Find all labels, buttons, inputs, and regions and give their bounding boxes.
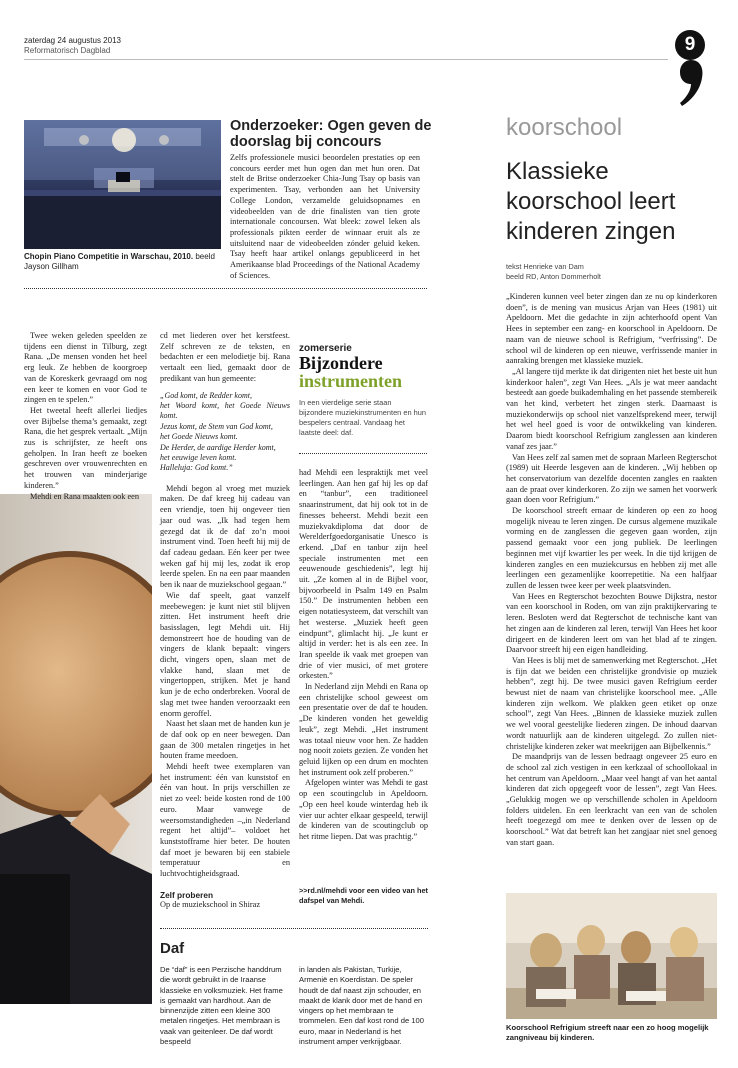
koorschool-kicker: koorschool <box>506 114 623 141</box>
page-number-badge: 9 <box>675 30 705 60</box>
header-rule <box>24 59 668 60</box>
song-line: De Herder, de aardige Herder komt, <box>160 442 276 452</box>
daf-divider <box>160 928 428 929</box>
concours-caption <box>24 252 224 272</box>
koorschool-paragraph: De koorschool streeft ernaar de kinderen op een zo hoog mogelijk niveau te leren zingen. De cursus algemene muzikale vorming en de zanglessen die gegeven gaan worden, zijn passend gemaakt voor een jong publiek. De leerlingen beginnen met vijf kwartier les per week. In die tijd krijgen de kinderen zangles en een muziekcursus en hebben zij met alle leerlingen een gezamenlijke koorrepetitie. Na een halfjaar zullen de lessen twee keer per week plaatsvinden. <box>506 506 717 590</box>
article-paragraph: Op de muziekschool in Shiraz <box>160 900 261 910</box>
song-line: het Goede Nieuws komt. <box>160 432 238 442</box>
article-subheading: Zelf proberen <box>160 889 214 900</box>
concours-body: Zelfs professionele musici beoordelen prestaties op een concours eerder met hun ogen dan met hun oren. Dat stelt de Britse onderzoeker Chia-Jung Tsay op basis van experimenten. Tsay, verbonden aan het University College London, verzamelde geluidsopnames en videobeelden van de drie finalisten van tien grote internationale concoursen. Wat bleek: zowel leken als professionals pikten eerder de winnaar eruit als ze uitsluitend naar de videobeelden zónder geluid keken. Tsay heeft haar artikel onlangs gepubliceerd in het Amerikaanse blad Proceedings of the National Academy of Sciences. <box>230 153 420 280</box>
song-line: het eeuwige leven komt. <box>160 452 237 462</box>
mehdi-portrait-photo <box>0 491 152 1004</box>
article-paragraph: In Nederland zijn Mehdi en Rana op een christelijke school geweest om een presentatie over de daf te houden. „De kinderen vonden het geweldig leuk”, zegt Mehdi. „Het instrument was totaal nieuw voor hen. Ze hadden nog nooit zoiets gezien. Ze vonden het geluid lijken op een drum en mochten het instrument ook zelf proberen.” <box>299 682 428 777</box>
serie-title-line2: instrumenten <box>299 371 402 391</box>
article-paragraph: Wie daf speelt, gaat vanzelf meebewegen: je kunt niet stil blijven zitten. Het instrument heeft drie basisslagen, legt Mehdi uit. Hij demonstreert hoe de houding van de vingers de klank bepaalt: vingers dicht, vingers open, slaan met de vlakke hand, slaan met de vingertoppen, strijken. Met je hand kun je de echo onderbreken. Vooral de slag met twee handen veroorzaakt een enorm geroffel. <box>160 590 290 718</box>
koorschool-article <box>506 292 717 849</box>
koorschool-paragraph: „Kinderen kunnen veel beter zingen dan ze nu op kinderkoren doen”, is de mening van musicus Arjan van Hees (1981) uit Apeldoorn. Met die gedachte in zijn achterhoofd opent Van Hees in september een zang- en koorschool in Apeldoorn. De naam van de nieuwe school is Refrigium, “verfrissing”. De school wil de kinderen op een nieuwe, verfrissende manier in aanraking brengen met klassieke muziek. <box>506 292 717 366</box>
video-link[interactable]: >>rd.nl/mehdi voor een video van het dafspel van Mehdi. <box>299 886 428 905</box>
serie-title-line1: Bijzondere <box>299 353 383 373</box>
daf-box-column-1: De “daf” is een Perzische handdrum die wordt gebruikt in de Iraanse klassieke en volksmuziek. Het frame is gemaakt van hardhout. Aan de binnenzijde zitten een kleine 300 metalen ringetjes. Het membraan is vaak van geitenleer. De daf wordt bespeeld <box>160 965 283 1047</box>
koorschool-byline-text: tekst Henrieke van Dam <box>506 262 584 271</box>
song-line: Halleluja: God komt.” <box>160 463 233 473</box>
koorschool-caption: Koorschool Refrigium streeft naar een zo hoog mogelijk zangniveau bij kinderen. <box>506 1023 709 1042</box>
koorschool-paragraph: Van Hees en Regterschot bezochten Bouwe Dijkstra, nestor van een koorschool in Roden, om van zijn praktijkervaring te leren. Besloten werd dat Regterschot de technische kant van het zingen aan de kinderen zal leren, terwijl Van Hees het koor dirigeert en de kinderen leert om van het blad af te zingen. Daarvoor streeft hij een eigen handleiding. <box>506 591 717 655</box>
song-line: Jezus komt, de Stem van God komt, <box>160 421 273 431</box>
concert-hall-photo <box>24 120 221 249</box>
article-paragraph: Afgelopen winter was Mehdi te gast op een scoutingclub in Apeldoorn. „Op een heel koude winterdag heb ik vier uur achter elkaar gespeeld, terwijl de kinderen van de scoutingclub op het ritme liepen. Dat was prachtig.” <box>299 778 428 841</box>
header-date: zaterdag 24 augustus 2013 <box>24 36 121 45</box>
koorschool-paragraph: Van Hees zelf zal samen met de sopraan Marleen Regterschot (1989) uit Heerde lesgeven aan de kinderen. „Wij hebben op het conservatorium van dezelfde docenten zangles en raakten aan de praat over kinderkoren. Zo zijn we samen het voorwerk gaan doen voor Refrigium.” <box>506 452 717 505</box>
song-line: het Woord komt, het Goede Nieuws komt. <box>160 400 290 421</box>
song-line: „God komt, de Redder komt, <box>160 390 252 400</box>
article-paragraph: Twee weken geleden speelden ze tijdens een dienst in Tilburg, zegt Rana. „De mensen vonden het heel erg leuk. Ze hebben de koorgroep van de Koreskerk gevraagd om nog een keer te komen en voor God te zingen en te spelen.” <box>24 331 147 405</box>
article-column-3 <box>299 468 428 843</box>
song-lyrics <box>160 391 290 474</box>
koorschool-paragraph: „Al langere tijd merkte ik dat dirigenten niet het beste uit hun kinderkoor halen”, zegt Van Hees. „Als je wat meer aandacht besteedt aan goede buikademhaling en het passende stembereik van het kind, verbetert het zingen sterk. Daarnaast is muziekonderwijs op school niet vanzelfsprekend meer, terwijl het wel heel goed is voor de ontwikkeling van kinderen. Daarom biedt koorschool Refrigium zanglessen aan kinderen vanaf zes jaar.” <box>506 366 717 451</box>
concours-title: Onderzoeker: Ogen geven de doorslag bij concours <box>230 118 432 150</box>
article-paragraph: cd met liederen over het kerstfeest. Zelf schreven ze de teksten, en bedachten er een melodietje bij. Rana vertaalt een lied, gemaakt door de predikant van hun gemeente: <box>160 331 290 383</box>
article-paragraph: had Mehdi een lespraktijk met veel leerlingen. Aan hen gaf hij les op daf en “tanbur”, een traditioneel snaarinstrument, dat hij ook tot in de finesses beheerst. Mehdi bezit een muziekvakdiploma dat door de Werelderfgoedorganisatie Unesco is erkend. „Daf en tanbur zijn heel speciale instrumenten met een eeuwenoude geschiedenis”, legt hij uit. „Ze komen al in de Bijbel voor, bijvoorbeeld in Psalm 149 en Psalm 150.” De instrumenten hebben een eigen notatiesysteem, dat verschilt van het westerse. „Muziek heeft geen eindpunt”, glimlacht hij. „Je kunt er altijd in verder: het is als een zee. In Iran speelde ik vaak met groepen van drie of vier musici, of met grotere orkesten.” <box>299 468 428 681</box>
serie-intro: In een vierdelige serie staan bijzondere muziekinstrumenten en hun bespelers centraal. Vandaag het laatste deel: daf. <box>299 398 426 437</box>
article-column-1 <box>24 331 147 502</box>
article-paragraph: Mehdi begon al vroeg met muziek maken. De daf kreeg hij cadeau van een vriendje, toen hij ongeveer tien jaar oud was. „Ik had tegen hem gezegd dat ik de daf zo’n mooi instrument vind. Toen heeft hij mij de daf cadeau gedaan. Eén keer per twee weken gaf hij mij les, zodat ik erop leerde spelen. En na een paar maanden ben ik naar de muziekschool gegaan.” <box>160 483 290 590</box>
serie-divider <box>299 453 427 454</box>
koorschool-paragraph: Van Hees is blij met de samenwerking met Regterschot. „Het is fijn dat we beiden een christelijke grondvisie op muziek hebben”, zegt hij. De twee musici gaven Refrigium eerder bewust niet de naam van christelijke koorschool mee. „Alle kinderen zijn welkom. We plakken geen etiket op onze school”, zegt Van Hees. „Binnen de klassieke muziek zullen we wel vooral geestelijke liederen zingen. De inhoud daarvan wordt natuurlijk aan de kinderen uitgelegd. Zo zullen niet-christelijke kinderen zeker wat meekrijgen aan Bijbelkennis.” <box>506 655 717 751</box>
comma-logo-icon <box>678 60 704 108</box>
daf-box-title: Daf <box>160 940 185 957</box>
koorschool-byline-photo: beeld RD, Anton Dommerholt <box>506 272 601 281</box>
article-paragraph: Naast het slaan met de handen kun je de daf ook op en neer bewegen. Dan gaan de 300 metalen ringetjes in het houten frame meedoen. <box>160 719 290 761</box>
article-paragraph: Mehdi heeft twee exemplaren van het instrument: één van kunststof en één van hout. In prijs verschillen ze niet zo veel: beide kosten rond de 100 euro. Maar vanwege de weersomstandigheden –„in Nederland regent het altijd”– voldoet het kunststofframe hier beter. De houten daf moet je bewaren bij een stabiele temperatuur en luchtvochtigheidsgraad. <box>160 762 290 879</box>
article-paragraph: Mehdi en Rana maakten ook een <box>30 491 139 501</box>
concours-caption-credit: beeld Jayson Gillham <box>24 252 215 271</box>
concours-caption-title: Chopin Piano Competitie in Warschau, 2010. <box>24 252 194 261</box>
daf-box-column-2: in landen als Pakistan, Turkije, Armenië en Koerdistan. De speler houdt de daf naast zijn schouder, en maakt de klank door met de hand en vingers op het membraan te trommelen. Een daf kost rond de 100 euro, maar in Nederland is het instrument amper verkrijgbaar. <box>299 965 424 1047</box>
header-publication: Reformatorisch Dagblad <box>24 46 111 55</box>
serie-kicker: zomerserie <box>299 343 352 354</box>
koorschool-headline: Klassieke koorschool leert kinderen zingen <box>506 158 676 245</box>
koorschool-children-photo <box>506 893 717 1019</box>
article-paragraph: Het tweetal heeft allerlei liedjes over Bijbelse thema’s gemaakt, zegt Rana, die het gesprek vertaalt. „Mijn zus is schrijfster, ze heeft ons geholpen. In Iran heeft ze boeken geschreven over vrouwenrechten en het trouwen van minderjarige kinderen.” <box>24 405 147 490</box>
section-divider <box>24 288 427 289</box>
koorschool-paragraph: De maandprijs van de lessen bedraagt ongeveer 25 euro en de school zal zich vestigen in een kerkzaal of schoollokaal in het centrum van Apeldoorn. „Maar veel hangt af van het aantal kinderen dat zich opgegeeft voor de lessen”, zegt Van Hees. „Gelukkig mogen we op verschillende scholen in Apeldoorn folders uitdelen. En een leerkracht van een van de scholen heeft toegezegd om mee te denken over de lessen op de koorschool.” Wat dat betreft kan het zangjaar niet snel genoeg van start gaan. <box>506 752 717 847</box>
article-column-2 <box>160 331 290 911</box>
